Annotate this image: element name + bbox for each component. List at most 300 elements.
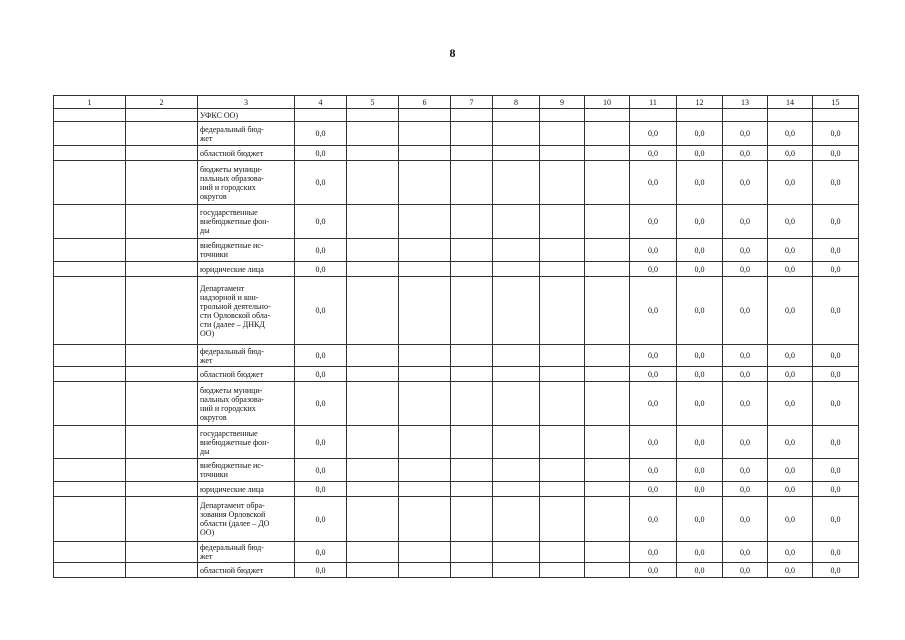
- empty-cell: [451, 277, 493, 345]
- label-line: ды: [200, 446, 210, 456]
- label-line: внебюджетные ис-: [200, 241, 264, 250]
- empty-cell: [54, 426, 126, 459]
- empty-cell: [585, 146, 630, 161]
- empty-cell: [540, 542, 585, 563]
- empty-cell: [54, 367, 126, 382]
- empty-cell: [585, 459, 630, 482]
- value-col-15: 0,0: [813, 367, 859, 382]
- value-col-14: 0,0: [768, 497, 813, 542]
- value-col-15: 0,0: [813, 239, 859, 262]
- empty-cell: [585, 345, 630, 367]
- label-line: бюджеты муници-: [200, 164, 263, 174]
- label-line: точники: [200, 250, 228, 259]
- empty-cell: [347, 205, 399, 239]
- table-row: [54, 563, 859, 578]
- empty-cell: [493, 262, 540, 277]
- funding-source-label: [198, 277, 295, 345]
- empty-cell: [54, 161, 126, 205]
- value-col-12: [677, 109, 723, 122]
- empty-cell: [126, 345, 198, 367]
- empty-cell: [585, 497, 630, 542]
- value-col-15: 0,0: [813, 262, 859, 277]
- funding-source-label: [198, 382, 295, 426]
- value-col-11: 0,0: [630, 239, 677, 262]
- column-header-4: 4: [295, 96, 347, 109]
- empty-cell: [585, 239, 630, 262]
- empty-cell: [540, 161, 585, 205]
- value-col-12: 0,0: [677, 482, 723, 497]
- empty-cell: [493, 122, 540, 146]
- funding-source-label: [198, 426, 295, 459]
- value-col-4: 0,0: [295, 239, 347, 262]
- value-col-11: 0,0: [630, 382, 677, 426]
- value-col-13: 0,0: [723, 563, 768, 578]
- empty-cell: [493, 563, 540, 578]
- value-col-13: 0,0: [723, 542, 768, 563]
- empty-cell: [540, 146, 585, 161]
- value-col-13: 0,0: [723, 239, 768, 262]
- value-col-12: 0,0: [677, 122, 723, 146]
- table-row: [54, 122, 859, 146]
- empty-cell: [585, 262, 630, 277]
- header-row: [54, 96, 859, 109]
- empty-cell: [585, 482, 630, 497]
- empty-cell: [585, 109, 630, 122]
- value-col-11: 0,0: [630, 161, 677, 205]
- empty-cell: [347, 146, 399, 161]
- empty-cell: [493, 542, 540, 563]
- label-line: юридические лица: [200, 484, 264, 494]
- label-line: областной бюджет: [200, 565, 264, 575]
- empty-cell: [126, 459, 198, 482]
- value-col-14: 0,0: [768, 426, 813, 459]
- empty-cell: [126, 205, 198, 239]
- value-col-13: 0,0: [723, 161, 768, 205]
- label-line: округов: [200, 191, 227, 201]
- empty-cell: [451, 367, 493, 382]
- empty-cell: [451, 482, 493, 497]
- label-line: ний и городских: [200, 182, 256, 192]
- empty-cell: [540, 345, 585, 367]
- empty-cell: [347, 426, 399, 459]
- value-col-15: 0,0: [813, 482, 859, 497]
- empty-cell: [451, 563, 493, 578]
- value-col-14: 0,0: [768, 459, 813, 482]
- label-line: федеральный бюд-: [200, 346, 264, 356]
- empty-cell: [126, 542, 198, 563]
- value-col-14: 0,0: [768, 367, 813, 382]
- table-row: [54, 459, 859, 482]
- empty-cell: [493, 161, 540, 205]
- funding-source-label: [198, 205, 295, 239]
- empty-cell: [451, 459, 493, 482]
- value-col-11: 0,0: [630, 426, 677, 459]
- value-col-15: 0,0: [813, 122, 859, 146]
- label-line: пальных образова-: [200, 173, 264, 183]
- value-col-14: [768, 109, 813, 122]
- table-body: [54, 109, 859, 578]
- empty-cell: [126, 161, 198, 205]
- funding-source-label: [198, 345, 295, 367]
- empty-cell: [585, 161, 630, 205]
- value-col-4: 0,0: [295, 146, 347, 161]
- table-row: [54, 382, 859, 426]
- empty-cell: [54, 239, 126, 262]
- label-line: жет: [200, 552, 213, 561]
- value-col-15: 0,0: [813, 426, 859, 459]
- empty-cell: [399, 122, 451, 146]
- value-col-13: 0,0: [723, 426, 768, 459]
- label-line: зования Орловской: [200, 510, 266, 519]
- empty-cell: [585, 277, 630, 345]
- value-col-11: 0,0: [630, 345, 677, 367]
- empty-cell: [347, 482, 399, 497]
- empty-cell: [347, 345, 399, 367]
- empty-cell: [585, 542, 630, 563]
- value-col-14: 0,0: [768, 262, 813, 277]
- empty-cell: [399, 205, 451, 239]
- funding-source-label: [198, 542, 295, 563]
- empty-cell: [126, 382, 198, 426]
- funding-source-label: [198, 161, 295, 205]
- empty-cell: [540, 367, 585, 382]
- label-line: областной бюджет: [200, 369, 264, 379]
- value-col-4: 0,0: [295, 122, 347, 146]
- value-col-13: 0,0: [723, 482, 768, 497]
- funding-source-label: [198, 262, 295, 277]
- empty-cell: [540, 382, 585, 426]
- empty-cell: [126, 367, 198, 382]
- empty-cell: [399, 563, 451, 578]
- value-col-12: 0,0: [677, 497, 723, 542]
- value-col-4: [295, 109, 347, 122]
- funding-source-label: [198, 146, 295, 161]
- column-header-13: 13: [723, 96, 768, 109]
- label-line: бюджеты муници-: [200, 385, 263, 395]
- value-col-11: 0,0: [630, 367, 677, 382]
- label-line: трольной деятельно-: [200, 301, 271, 311]
- budget-table: [53, 95, 859, 578]
- funding-source-label: [198, 239, 295, 262]
- value-col-12: 0,0: [677, 563, 723, 578]
- column-header-1: 1: [54, 96, 126, 109]
- empty-cell: [585, 426, 630, 459]
- funding-source-label: [198, 367, 295, 382]
- empty-cell: [493, 482, 540, 497]
- empty-cell: [399, 161, 451, 205]
- empty-cell: [54, 345, 126, 367]
- value-col-12: 0,0: [677, 262, 723, 277]
- empty-cell: [451, 426, 493, 459]
- label-line: ОО): [200, 328, 215, 338]
- value-col-13: 0,0: [723, 345, 768, 367]
- empty-cell: [347, 563, 399, 578]
- empty-cell: [54, 109, 126, 122]
- value-col-15: 0,0: [813, 542, 859, 563]
- empty-cell: [399, 262, 451, 277]
- value-col-15: 0,0: [813, 205, 859, 239]
- value-col-15: 0,0: [813, 497, 859, 542]
- label-line: области (далее – ДО: [200, 519, 270, 528]
- funding-source-label: [198, 482, 295, 497]
- column-header-7: 7: [451, 96, 493, 109]
- label-line: Департамент обра-: [200, 501, 265, 510]
- label-line: УФКС ОО): [200, 110, 239, 120]
- value-col-11: 0,0: [630, 262, 677, 277]
- table-row: [54, 109, 859, 122]
- label-line: округов: [200, 412, 227, 422]
- value-col-4: 0,0: [295, 205, 347, 239]
- page-number: 8: [449, 46, 456, 60]
- value-col-4: 0,0: [295, 262, 347, 277]
- value-col-4: 0,0: [295, 482, 347, 497]
- value-col-11: 0,0: [630, 542, 677, 563]
- value-col-4: 0,0: [295, 277, 347, 345]
- value-col-4: 0,0: [295, 161, 347, 205]
- empty-cell: [493, 205, 540, 239]
- value-col-4: 0,0: [295, 497, 347, 542]
- empty-cell: [540, 109, 585, 122]
- value-col-12: 0,0: [677, 459, 723, 482]
- funding-source-label: [198, 459, 295, 482]
- empty-cell: [126, 497, 198, 542]
- value-col-15: 0,0: [813, 382, 859, 426]
- label-line: сти (далее – ДНКД: [200, 319, 265, 329]
- value-col-12: 0,0: [677, 426, 723, 459]
- table-row: [54, 345, 859, 367]
- value-col-13: 0,0: [723, 277, 768, 345]
- empty-cell: [540, 426, 585, 459]
- empty-cell: [493, 367, 540, 382]
- value-col-14: 0,0: [768, 146, 813, 161]
- empty-cell: [54, 146, 126, 161]
- empty-cell: [493, 277, 540, 345]
- column-header-8: 8: [493, 96, 540, 109]
- empty-cell: [451, 345, 493, 367]
- column-header-5: 5: [347, 96, 399, 109]
- value-col-15: 0,0: [813, 459, 859, 482]
- value-col-11: 0,0: [630, 277, 677, 345]
- value-col-14: 0,0: [768, 205, 813, 239]
- funding-source-label: [198, 497, 295, 542]
- empty-cell: [540, 239, 585, 262]
- empty-cell: [126, 563, 198, 578]
- empty-cell: [585, 122, 630, 146]
- empty-cell: [399, 426, 451, 459]
- table-row: [54, 205, 859, 239]
- empty-cell: [451, 382, 493, 426]
- empty-cell: [451, 146, 493, 161]
- empty-cell: [54, 563, 126, 578]
- value-col-13: 0,0: [723, 382, 768, 426]
- empty-cell: [399, 345, 451, 367]
- empty-cell: [451, 205, 493, 239]
- value-col-12: 0,0: [677, 205, 723, 239]
- label-line: государственные: [200, 208, 258, 217]
- column-header-9: 9: [540, 96, 585, 109]
- table-row: [54, 262, 859, 277]
- label-line: Департамент: [200, 283, 245, 293]
- value-col-13: 0,0: [723, 459, 768, 482]
- empty-cell: [399, 239, 451, 262]
- label-line: внебюджетные фон-: [200, 437, 270, 447]
- empty-cell: [126, 109, 198, 122]
- label-line: ний и городских: [200, 403, 256, 413]
- value-col-4: 0,0: [295, 367, 347, 382]
- value-col-15: 0,0: [813, 345, 859, 367]
- value-col-11: [630, 109, 677, 122]
- empty-cell: [399, 277, 451, 345]
- label-line: сти Орловской обла-: [200, 310, 271, 320]
- label-line: областной бюджет: [200, 148, 264, 158]
- empty-cell: [126, 122, 198, 146]
- value-col-13: 0,0: [723, 122, 768, 146]
- empty-cell: [399, 497, 451, 542]
- label-line: точники: [200, 470, 228, 479]
- column-header-14: 14: [768, 96, 813, 109]
- label-line: ды: [200, 226, 210, 235]
- empty-cell: [126, 482, 198, 497]
- value-col-14: 0,0: [768, 122, 813, 146]
- table-row: [54, 542, 859, 563]
- empty-cell: [399, 382, 451, 426]
- value-col-12: 0,0: [677, 146, 723, 161]
- column-header-10: 10: [585, 96, 630, 109]
- empty-cell: [54, 262, 126, 277]
- empty-cell: [399, 109, 451, 122]
- table-row: [54, 497, 859, 542]
- empty-cell: [451, 122, 493, 146]
- value-col-14: 0,0: [768, 345, 813, 367]
- empty-cell: [399, 542, 451, 563]
- empty-cell: [126, 239, 198, 262]
- value-col-13: 0,0: [723, 367, 768, 382]
- label-line: внебюджетные ис-: [200, 461, 264, 470]
- label-line: федеральный бюд-: [200, 124, 264, 134]
- table-row: [54, 426, 859, 459]
- value-col-14: 0,0: [768, 542, 813, 563]
- label-line: надзорной и кон-: [200, 292, 259, 302]
- empty-cell: [126, 426, 198, 459]
- value-col-12: 0,0: [677, 239, 723, 262]
- empty-cell: [540, 459, 585, 482]
- label-line: жет: [200, 355, 213, 365]
- empty-cell: [540, 205, 585, 239]
- empty-cell: [126, 262, 198, 277]
- value-col-11: 0,0: [630, 497, 677, 542]
- label-line: государственные: [200, 428, 258, 438]
- table-row: [54, 367, 859, 382]
- empty-cell: [347, 382, 399, 426]
- value-col-4: 0,0: [295, 426, 347, 459]
- value-col-15: 0,0: [813, 161, 859, 205]
- column-header-15: 15: [813, 96, 859, 109]
- value-col-4: 0,0: [295, 459, 347, 482]
- value-col-4: 0,0: [295, 563, 347, 578]
- value-col-14: 0,0: [768, 239, 813, 262]
- label-line: пальных образова-: [200, 394, 264, 404]
- funding-source-label: [198, 109, 295, 122]
- value-col-15: [813, 109, 859, 122]
- value-col-14: 0,0: [768, 563, 813, 578]
- empty-cell: [347, 497, 399, 542]
- empty-cell: [54, 459, 126, 482]
- empty-cell: [347, 161, 399, 205]
- empty-cell: [347, 367, 399, 382]
- empty-cell: [540, 563, 585, 578]
- value-col-11: 0,0: [630, 205, 677, 239]
- label-line: федеральный бюд-: [200, 543, 264, 552]
- column-header-2: 2: [126, 96, 198, 109]
- empty-cell: [451, 262, 493, 277]
- empty-cell: [585, 367, 630, 382]
- value-col-13: 0,0: [723, 146, 768, 161]
- empty-cell: [451, 542, 493, 563]
- empty-cell: [540, 262, 585, 277]
- empty-cell: [54, 542, 126, 563]
- empty-cell: [399, 146, 451, 161]
- value-col-15: 0,0: [813, 146, 859, 161]
- funding-source-label: [198, 122, 295, 146]
- label-line: юридические лица: [200, 264, 264, 274]
- empty-cell: [54, 497, 126, 542]
- empty-cell: [54, 482, 126, 497]
- table-row: [54, 482, 859, 497]
- empty-cell: [347, 277, 399, 345]
- table-row: [54, 277, 859, 345]
- empty-cell: [451, 161, 493, 205]
- value-col-15: 0,0: [813, 563, 859, 578]
- empty-cell: [585, 382, 630, 426]
- empty-cell: [347, 122, 399, 146]
- value-col-13: 0,0: [723, 497, 768, 542]
- empty-cell: [540, 482, 585, 497]
- value-col-12: 0,0: [677, 277, 723, 345]
- value-col-15: 0,0: [813, 277, 859, 345]
- table-row: [54, 161, 859, 205]
- empty-cell: [399, 482, 451, 497]
- label-line: ОО): [200, 528, 215, 537]
- empty-cell: [126, 277, 198, 345]
- empty-cell: [347, 459, 399, 482]
- label-line: жет: [200, 133, 213, 143]
- empty-cell: [399, 367, 451, 382]
- value-col-14: 0,0: [768, 482, 813, 497]
- empty-cell: [347, 109, 399, 122]
- empty-cell: [451, 497, 493, 542]
- value-col-11: 0,0: [630, 146, 677, 161]
- empty-cell: [54, 382, 126, 426]
- empty-cell: [493, 497, 540, 542]
- value-col-13: [723, 109, 768, 122]
- empty-cell: [347, 239, 399, 262]
- empty-cell: [126, 146, 198, 161]
- empty-cell: [399, 459, 451, 482]
- empty-cell: [54, 205, 126, 239]
- empty-cell: [347, 262, 399, 277]
- empty-cell: [54, 122, 126, 146]
- value-col-4: 0,0: [295, 542, 347, 563]
- empty-cell: [540, 497, 585, 542]
- empty-cell: [585, 205, 630, 239]
- empty-cell: [493, 459, 540, 482]
- column-header-12: 12: [677, 96, 723, 109]
- funding-source-label: [198, 563, 295, 578]
- value-col-14: 0,0: [768, 382, 813, 426]
- value-col-11: 0,0: [630, 563, 677, 578]
- empty-cell: [493, 345, 540, 367]
- value-col-12: 0,0: [677, 345, 723, 367]
